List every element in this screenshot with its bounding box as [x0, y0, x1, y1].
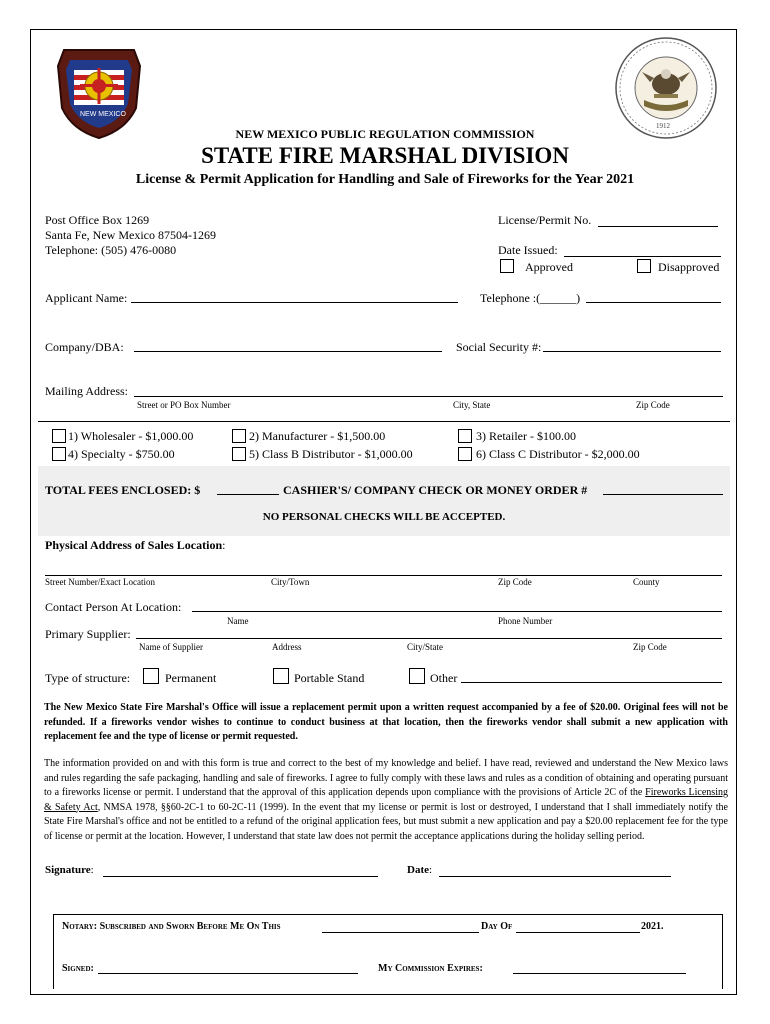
date-issued-label: Date Issued: — [498, 243, 558, 257]
other-structure-field[interactable] — [461, 682, 722, 683]
specialty-label: 4) Specialty - $750.00 — [68, 447, 175, 461]
location-heading — [45, 538, 225, 553]
manufacturer-checkbox[interactable] — [232, 429, 246, 443]
total-fees-label: TOTAL FEES ENCLOSED: $ — [45, 483, 201, 497]
company-label: Company/DBA: — [45, 340, 124, 354]
applicant-name-label: Applicant Name: — [45, 291, 128, 305]
other-label: Other — [430, 671, 458, 685]
section-divider — [38, 421, 730, 422]
commission-expires-field[interactable] — [513, 973, 686, 974]
primary-supplier-field[interactable] — [136, 638, 722, 639]
check-number-field[interactable] — [603, 494, 723, 495]
commission-expires-label: My Commission Expires: — [378, 963, 483, 974]
supplier-name-caption: Name of Supplier — [139, 642, 203, 652]
state-seal — [614, 36, 718, 140]
permanent-checkbox[interactable] — [143, 668, 159, 684]
contact-phone-caption: Phone Number — [498, 616, 553, 626]
license-no-label: License/Permit No. — [498, 213, 592, 227]
class-c-label: 6) Class C Distributor - $2,000.00 — [476, 447, 640, 461]
location-address-field[interactable] — [45, 575, 722, 576]
location-street-caption: Street Number/Exact Location — [45, 577, 155, 587]
certification-part-2: , NMSA 1978, §§60-2C-1 to 60-2C-11 (1999). In the event that my license or permit is lost or destroyed, I understand that I shall immediately notify the State Fire Marshal's office and not be entitled to a refund of the original application fees, but must submit a new application and pay a $20.00 replacement fee for the type of license or permit at the location. However, I understand that state law does not permit the acceptance applications during the holiday selling period. — [44, 801, 728, 842]
notary-signed-field[interactable] — [98, 973, 358, 974]
notary-day-field[interactable] — [322, 932, 479, 933]
contact-person-field[interactable] — [192, 611, 722, 612]
date-label — [407, 864, 432, 876]
notary-subscribed-label: Notary: Subscribed and Sworn Before Me On This — [62, 921, 281, 932]
notary-day-of-label: Day Of — [481, 921, 513, 932]
wholesaler-checkbox[interactable] — [52, 429, 66, 443]
fees-section — [38, 466, 730, 536]
address-line-1: Post Office Box 1269 — [45, 213, 150, 227]
date-field[interactable] — [439, 876, 671, 877]
form-subtitle: License & Permit Application for Handling and Sale of Fireworks for the Year 2021 — [135, 172, 635, 187]
supplier-zip-caption: Zip Code — [633, 642, 667, 652]
mailing-zip-caption: Zip Code — [636, 400, 670, 410]
signature-colon: : — [90, 864, 94, 876]
telephone-label: Telephone :(______) — [480, 291, 581, 305]
location-city-caption: City/Town — [271, 577, 310, 587]
mailing-address-label: Mailing Address: — [45, 384, 128, 398]
signature-label — [45, 864, 94, 876]
notary-signed-label: Signed: — [62, 963, 94, 974]
location-heading-text: Physical Address of Sales Location — [45, 538, 223, 552]
license-no-field[interactable] — [598, 226, 718, 227]
division-title: STATE FIRE MARSHAL DIVISION — [201, 143, 569, 168]
structure-type-label: Type of structure: — [45, 671, 131, 685]
retailer-label: 3) Retailer - $100.00 — [476, 429, 576, 443]
address-line-3: Telephone: (505) 476-0080 — [45, 243, 177, 257]
portable-stand-label: Portable Stand — [294, 671, 365, 685]
ssn-field[interactable] — [543, 351, 721, 352]
primary-supplier-label: Primary Supplier: — [45, 627, 131, 641]
retailer-checkbox[interactable] — [458, 429, 472, 443]
company-field[interactable] — [134, 351, 442, 352]
fire-marshal-logo — [56, 38, 149, 140]
seal-year: 1912 — [656, 122, 670, 130]
permanent-label: Permanent — [165, 671, 217, 685]
mailing-address-field[interactable] — [134, 396, 723, 397]
other-checkbox[interactable] — [409, 668, 425, 684]
ssn-label: Social Security #: — [456, 340, 542, 354]
supplier-city-caption: City/State — [407, 642, 443, 652]
class-b-checkbox[interactable] — [232, 447, 246, 461]
location-county-caption: County — [633, 577, 660, 587]
portable-stand-checkbox[interactable] — [273, 668, 289, 684]
signature-field[interactable] — [103, 876, 378, 877]
no-personal-checks: NO PERSONAL CHECKS WILL BE ACCEPTED. — [262, 511, 506, 523]
specialty-checkbox[interactable] — [52, 447, 66, 461]
notary-year: 2021. — [641, 921, 664, 932]
replacement-notice: The New Mexico State Fire Marshal's Office will issue a replacement permit upon a written request accompanied by a fee of $20.00. Original fees will not be refunded. If a fireworks vendor wishes to continue to conduct business at that location, then the fireworks vendor shall submit a new application with replacement fee and the type of license or permit requested. — [44, 702, 728, 742]
date-label-text: Date — [407, 864, 429, 876]
signature-label-text: Signature — [45, 864, 91, 876]
date-issued-field[interactable] — [564, 256, 721, 257]
supplier-address-caption: Address — [272, 642, 302, 652]
date-colon: : — [429, 864, 433, 876]
telephone-field[interactable] — [586, 302, 721, 303]
location-zip-caption: Zip Code — [498, 577, 532, 587]
disapproved-checkbox[interactable] — [637, 259, 651, 273]
fireworks-act-link: Fireworks Licensing & Safety Act — [44, 787, 728, 813]
applicant-name-field[interactable] — [131, 302, 458, 303]
notary-month-field[interactable] — [516, 932, 640, 933]
certification-part-1: The information provided on and with this form is true and correct to the best of my knowledge and belief. I have read, reviewed and understand the New Mexico laws and rules regarding the safe packaging, handling and sale of fireworks. I agree to fully comply with these laws and rules as a condition of obtaining and operating pursuant to a fireworks license or permit. I understand that the approval of this application depends upon compliance with the provisions of Article 2C of the — [44, 758, 728, 798]
check-label: CASHIER'S/ COMPANY CHECK OR MONEY ORDER # — [283, 483, 588, 497]
address-line-2: Santa Fe, New Mexico 87504-1269 — [45, 228, 216, 242]
mailing-street-caption: Street or PO Box Number — [137, 400, 231, 410]
logo-top-text: STATE FIRE MARSHAL — [72, 40, 149, 47]
mailing-city-caption: City, State — [453, 400, 491, 410]
class-c-checkbox[interactable] — [458, 447, 472, 461]
commission-title: NEW MEXICO PUBLIC REGULATION COMMISSION — [235, 127, 535, 141]
class-b-label: 5) Class B Distributor - $1,000.00 — [249, 447, 413, 461]
certification-text — [44, 757, 728, 844]
contact-name-caption: Name — [227, 616, 249, 626]
manufacturer-label: 2) Manufacturer - $1,500.00 — [249, 429, 386, 443]
total-fees-field[interactable] — [217, 494, 279, 495]
location-heading-colon: : — [222, 538, 226, 552]
approved-checkbox[interactable] — [500, 259, 514, 273]
disapproved-label: Disapproved — [658, 260, 720, 274]
logo-bottom-text: NEW MEXICO — [80, 111, 126, 118]
wholesaler-label: 1) Wholesaler - $1,000.00 — [68, 429, 194, 443]
approved-label: Approved — [525, 260, 573, 274]
contact-person-label: Contact Person At Location: — [45, 600, 182, 614]
